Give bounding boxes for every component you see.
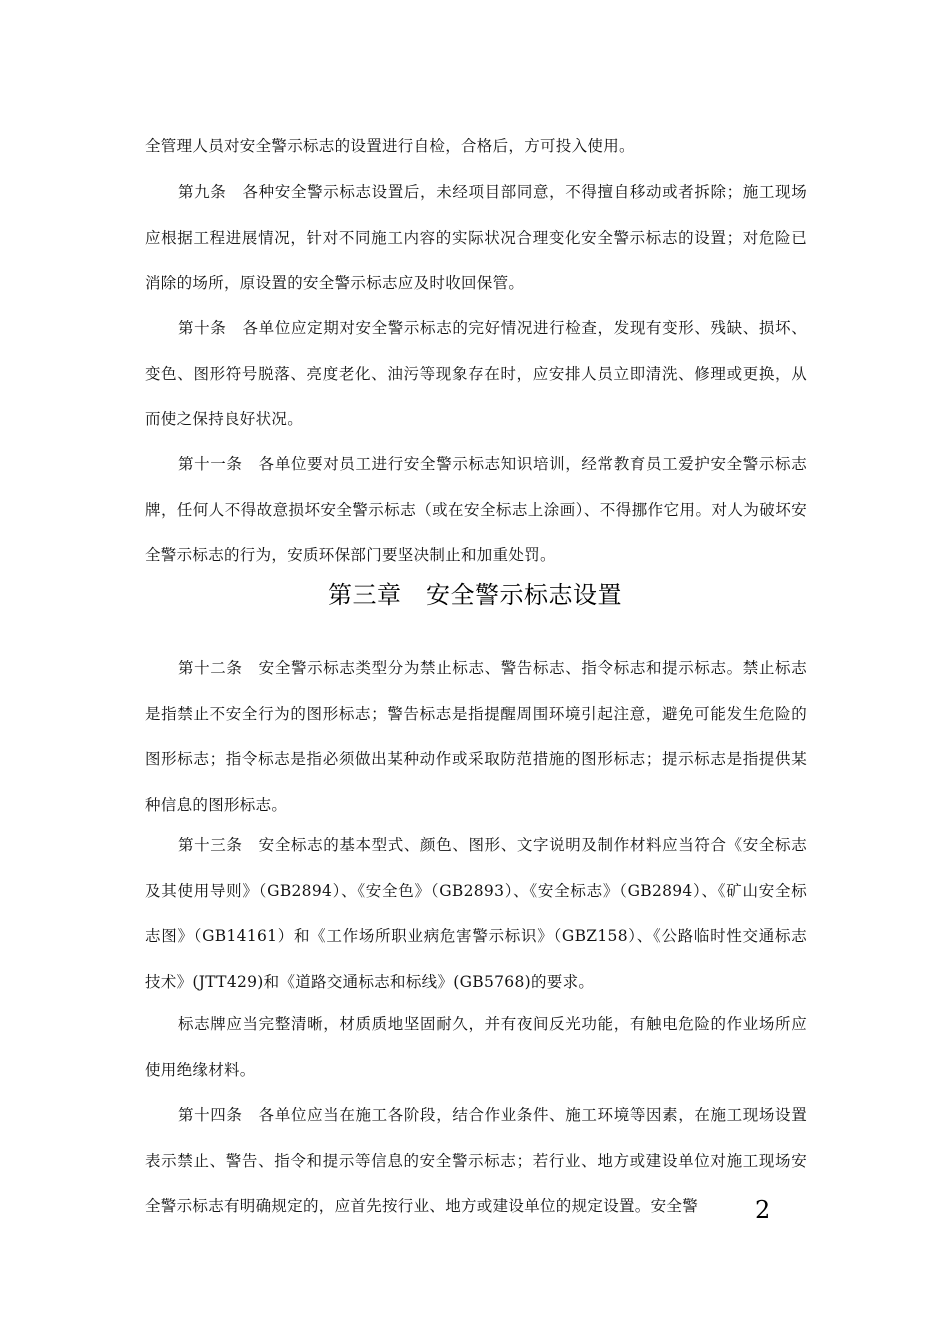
article-9-paragraph: 第九条 各种安全警示标志设置后，未经项目部同意，不得擅自移动或者拆除；施工现场应根据工程进展情况，针对不同施工内容的实际状况合理变化安全警示标志的设置；对危险已消除的场所，原设置的安全警示标志应及时收回保管。 [145, 183, 807, 292]
article-10-paragraph: 第十条 各单位应定期对安全警示标志的完好情况进行检查，发现有变形、残缺、损坏、变色、图形符号脱落、亮度老化、油污等现象存在时，应安排人员立即清洗、修理或更换，从而使之保持良好状况。 [145, 319, 807, 428]
paragraph-continuation: 全管理人员对安全警示标志的设置进行自检，合格后，方可投入使用。 [145, 137, 635, 155]
sign-material-paragraph: 标志牌应当完整清晰，材质质地坚固耐久，并有夜间反光功能，有触电危险的作业场所应使用绝缘材料。 [145, 1015, 807, 1079]
article-13-paragraph: 第十三条 安全标志的基本型式、颜色、图形、文字说明及制作材料应当符合《安全标志及其使用导则》（GB2894）、《安全色》（GB2893）、《安全标志》（GB2894）、《矿山安全标志图》（GB14161）和《工作场所职业病危害警示标识》（GBZ158）、《公路临时性交通标志技术》(JTT429)和《道路交通标志和标线》(GB5768)的要求。 [145, 836, 807, 991]
article-14-paragraph: 第十四条 各单位应当在施工各阶段，结合作业条件、施工环境等因素，在施工现场设置表示禁止、警告、指令和提示等信息的安全警示标志；若行业、地方或建设单位对施工现场安全警示标志有明确规定的，应首先按行业、地方或建设单位的规定设置。安全警 [145, 1106, 807, 1215]
chapter-heading: 第三章 安全警示标志设置 [328, 581, 622, 609]
article-12-paragraph: 第十二条 安全警示标志类型分为禁止标志、警告标志、指令标志和提示标志。禁止标志是指禁止不安全行为的图形标志；警告标志是指提醒周围环境引起注意，避免可能发生危险的图形标志；指令标志是指必须做出某种动作或采取防范措施的图形标志；提示标志是指提供某种信息的图形标志。 [145, 659, 807, 814]
article-11-paragraph: 第十一条 各单位要对员工进行安全警示标志知识培训，经常教育员工爱护安全警示标志牌，任何人不得故意损坏安全警示标志（或在安全标志上涂画）、不得挪作它用。对人为破坏安全警示标志的行为，安质环保部门要坚决制止和加重处罚。 [145, 455, 807, 564]
page-number: 2 [755, 1196, 771, 1224]
